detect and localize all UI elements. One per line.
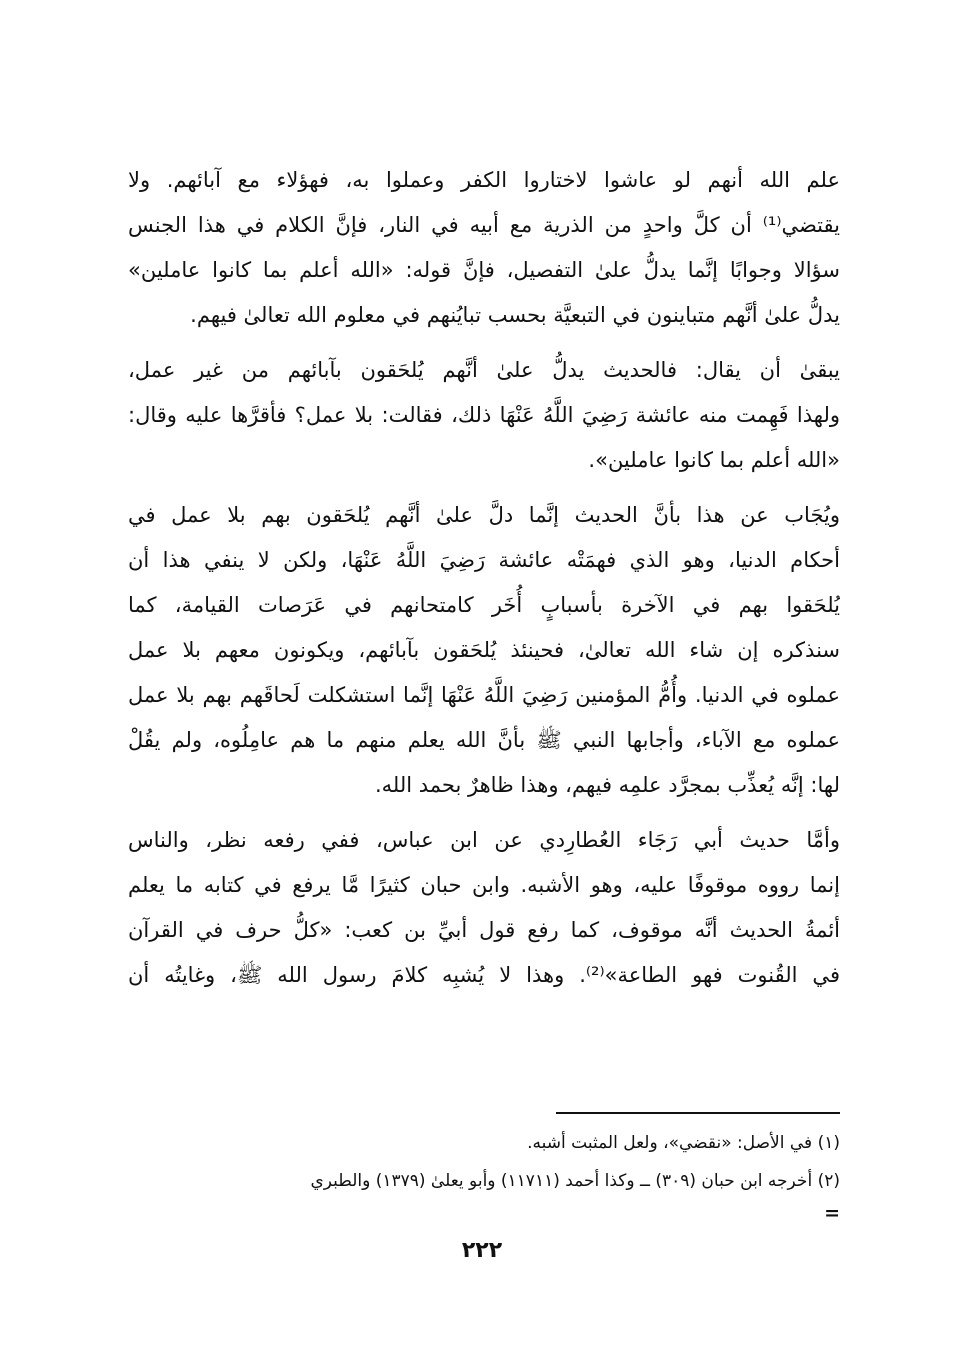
main-text — [128, 158, 840, 998]
text-line: سنذكره إن شاء الله تعالىٰ، فحينئذ يُلحَقون بآبائهم، ويكونون معهم بلا عمل — [128, 638, 840, 662]
footnote-continuation-mark: = — [824, 1202, 840, 1224]
text-line: يُلحَقوا بهم في الآخرة بأسبابٍ أُخَر كامتحانهم في عَرَصات القيامة، كما — [128, 593, 840, 617]
paragraph-3 — [128, 493, 840, 808]
footnote-1: (١) في الأصل: «نقضي»، ولعل المثبت أشبه. — [527, 1133, 840, 1153]
text-line: «الله أعلم بما كانوا عاملين». — [588, 448, 840, 472]
text-line: لها: إنَّه يُعذِّب بمجرَّد علمِه فيهم، وهذا ظاهرٌ بحمد الله. — [374, 773, 840, 797]
text-line: يقتضي⁽¹⁾ أن كلَّ واحدٍ من الذرية مع أبيه في النار، فإنَّ الكلام في هذا الجنس — [128, 213, 840, 237]
text-line: سؤالا وجوابًا إنَّما يدلُّ علىٰ التفصيل، فإنَّ قوله: «الله أعلم بما كانوا عاملين» — [128, 258, 840, 282]
text-line: في القُنوت فهو الطاعة»⁽²⁾. وهذا لا يُشبِه كلامَ رسول الله ﷺ، وغايتُه أن — [128, 963, 840, 987]
paragraph-2 — [128, 348, 840, 483]
footnotes — [128, 1124, 840, 1226]
text-line: علم الله أنهم لو عاشوا لاختاروا الكفر وعملوا به، فهؤلاء مع آبائهم. ولا — [128, 168, 840, 192]
text-line: يدلُّ علىٰ أنَّهم متباينون في التبعيَّة بحسب تبايُنهم في معلوم الله تعالىٰ فيهم. — [190, 303, 840, 327]
text-line: أحكام الدنيا، وهو الذي فهمَتْه عائشة رَضِيَ اللَّهُ عَنْهَا، ولكن لا ينفي هذا أن — [128, 548, 840, 572]
text-line: إنما رووه موقوفًا عليه، وهو الأشبه. وابن حبان كثيرًا مَّا يرفع في كتابه ما يعلم — [128, 873, 840, 897]
page-number: ٢٢٢ — [461, 1238, 503, 1263]
text-line: ولهذا فَهِمت منه عائشة رَضِيَ اللَّهُ عَنْهَا ذلك، فقالت: بلا عمل؟ فأقرَّها عليه وقال: — [128, 403, 840, 427]
paragraph-4 — [128, 818, 840, 998]
text-line: وأمَّا حديث أبي رَجَاء العُطارِدي عن ابن عباس، ففي رفعه نظر، والناس — [128, 828, 840, 852]
paragraph-1 — [128, 158, 840, 338]
footnote-divider — [556, 1112, 840, 1114]
text-line: أئمةُ الحديث أنَّه موقوف، كما رفع قول أبيِّ بن كعب: «كلُّ حرف في القرآن — [128, 918, 840, 942]
text-line: عملوه مع الآباء، وأجابها النبي ﷺ بأنَّ الله يعلم منهم ما هم عامِلُوه، ولم يقُلْ — [128, 728, 840, 752]
text-line: ويُجَاب عن هذا بأنَّ الحديث إنَّما دلَّ علىٰ أنَّهم يُلحَقون بهم بلا عمل في — [128, 503, 840, 527]
footnote-2: (٢) أخرجه ابن حبان (٣٠٩) ــ وكذا أحمد (١١٧١١) وأبو يعلىٰ (١٣٧٩) والطبري — [310, 1171, 840, 1191]
text-line: يبقىٰ أن يقال: فالحديث يدلُّ علىٰ أنَّهم يُلحَقون بآبائهم من غير عمل، — [128, 358, 840, 382]
text-line: عملوه في الدنيا. وأُمُّ المؤمنين رَضِيَ اللَّهُ عَنْهَا إنَّما استشكلت لَحاقَهم بهم بلا عمل — [128, 683, 840, 707]
